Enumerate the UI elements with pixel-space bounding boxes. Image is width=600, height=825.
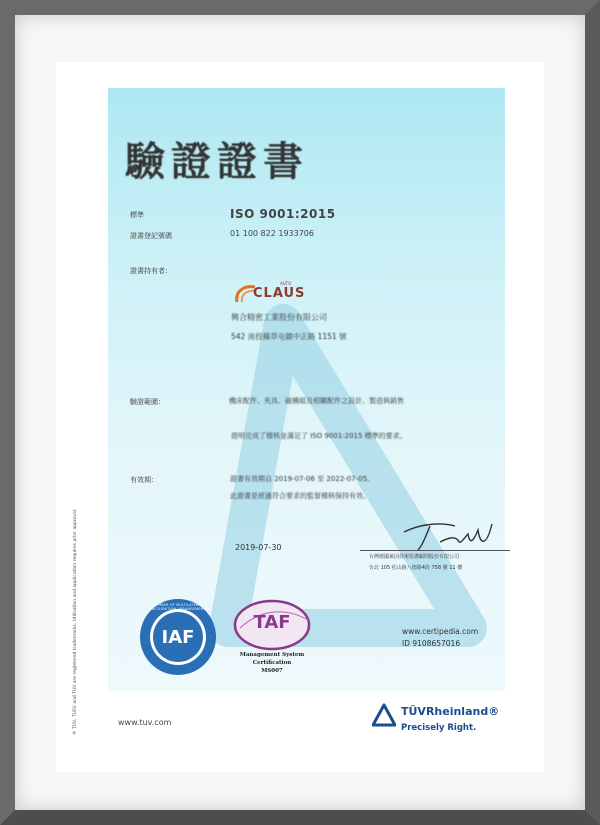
company-name: 興合精密工業股份有限公司 (231, 313, 327, 322)
scope-value: 機床配件、夾具、磁構組及相關配件之設計、製造與銷售 (229, 397, 404, 405)
issuer-address: 台北 105 松山路八德路4段 758 號 11 樓 (369, 565, 463, 571)
validity-value: 證書有效期自 2019-07-06 至 2022-07-05。 (230, 475, 375, 483)
tuv-website-link[interactable]: www.tuv.com (118, 718, 172, 727)
signature-line (360, 550, 510, 551)
iaf-logo-text: IAF (161, 627, 195, 648)
company-address: 542 南投縣草屯鎮中正路 1151 號 (231, 332, 347, 341)
conformity-statement: 證明完成了稽核並滿足了 ISO 9001:2015 標準的要求。 (231, 432, 407, 440)
trademark-text: ® TÜV, TUEV and TUV are registered trademarks. Utilisation and application requires prior approval. (73, 508, 78, 735)
validity-note: 此證書是經過符合要求的監督稽核保持有效。 (230, 492, 370, 500)
company-logo (233, 281, 306, 304)
taf-caption (226, 651, 318, 675)
validity-label: 有效期： (130, 476, 158, 484)
scope-label: 驗證範圍： (130, 398, 165, 406)
taf-logo-text: TAF (253, 612, 291, 633)
tuv-triangle-icon (372, 703, 396, 727)
standard-value: ISO 9001:2015 (230, 207, 336, 221)
tuv-brand: TÜVRheinland® (401, 705, 500, 718)
signature-icon (400, 518, 500, 554)
logo-text: CLAUS (253, 286, 306, 301)
issue-date: 2019-07-30 (235, 543, 282, 552)
registration-number: 01 100 822 1933706 (230, 229, 314, 238)
certificate-id: ID 9108657016 (402, 639, 461, 648)
standard-label: 標準 (130, 211, 144, 219)
taf-caption-line3: MS007 (261, 668, 283, 674)
certipedia-link[interactable]: www.certipedia.com (402, 627, 479, 636)
taf-caption-line2: Certification (252, 660, 292, 666)
tuv-slogan: Precisely Right. (401, 723, 477, 733)
registration-label: 證書登記號碼 (130, 232, 172, 240)
issuer-name: 台灣德國萊因技術監護顧問股份有限公司 (369, 554, 460, 560)
certificate-title: 驗證證書 (125, 138, 309, 185)
taf-caption-line1: Management System (239, 652, 305, 658)
logo-tag: AUTO (280, 281, 292, 286)
holder-label: 證書持有者： (130, 267, 172, 275)
iaf-ring-text: MEMBER OF MULTILATERAL RECOGNITION ARRANGEMENT (150, 603, 206, 611)
